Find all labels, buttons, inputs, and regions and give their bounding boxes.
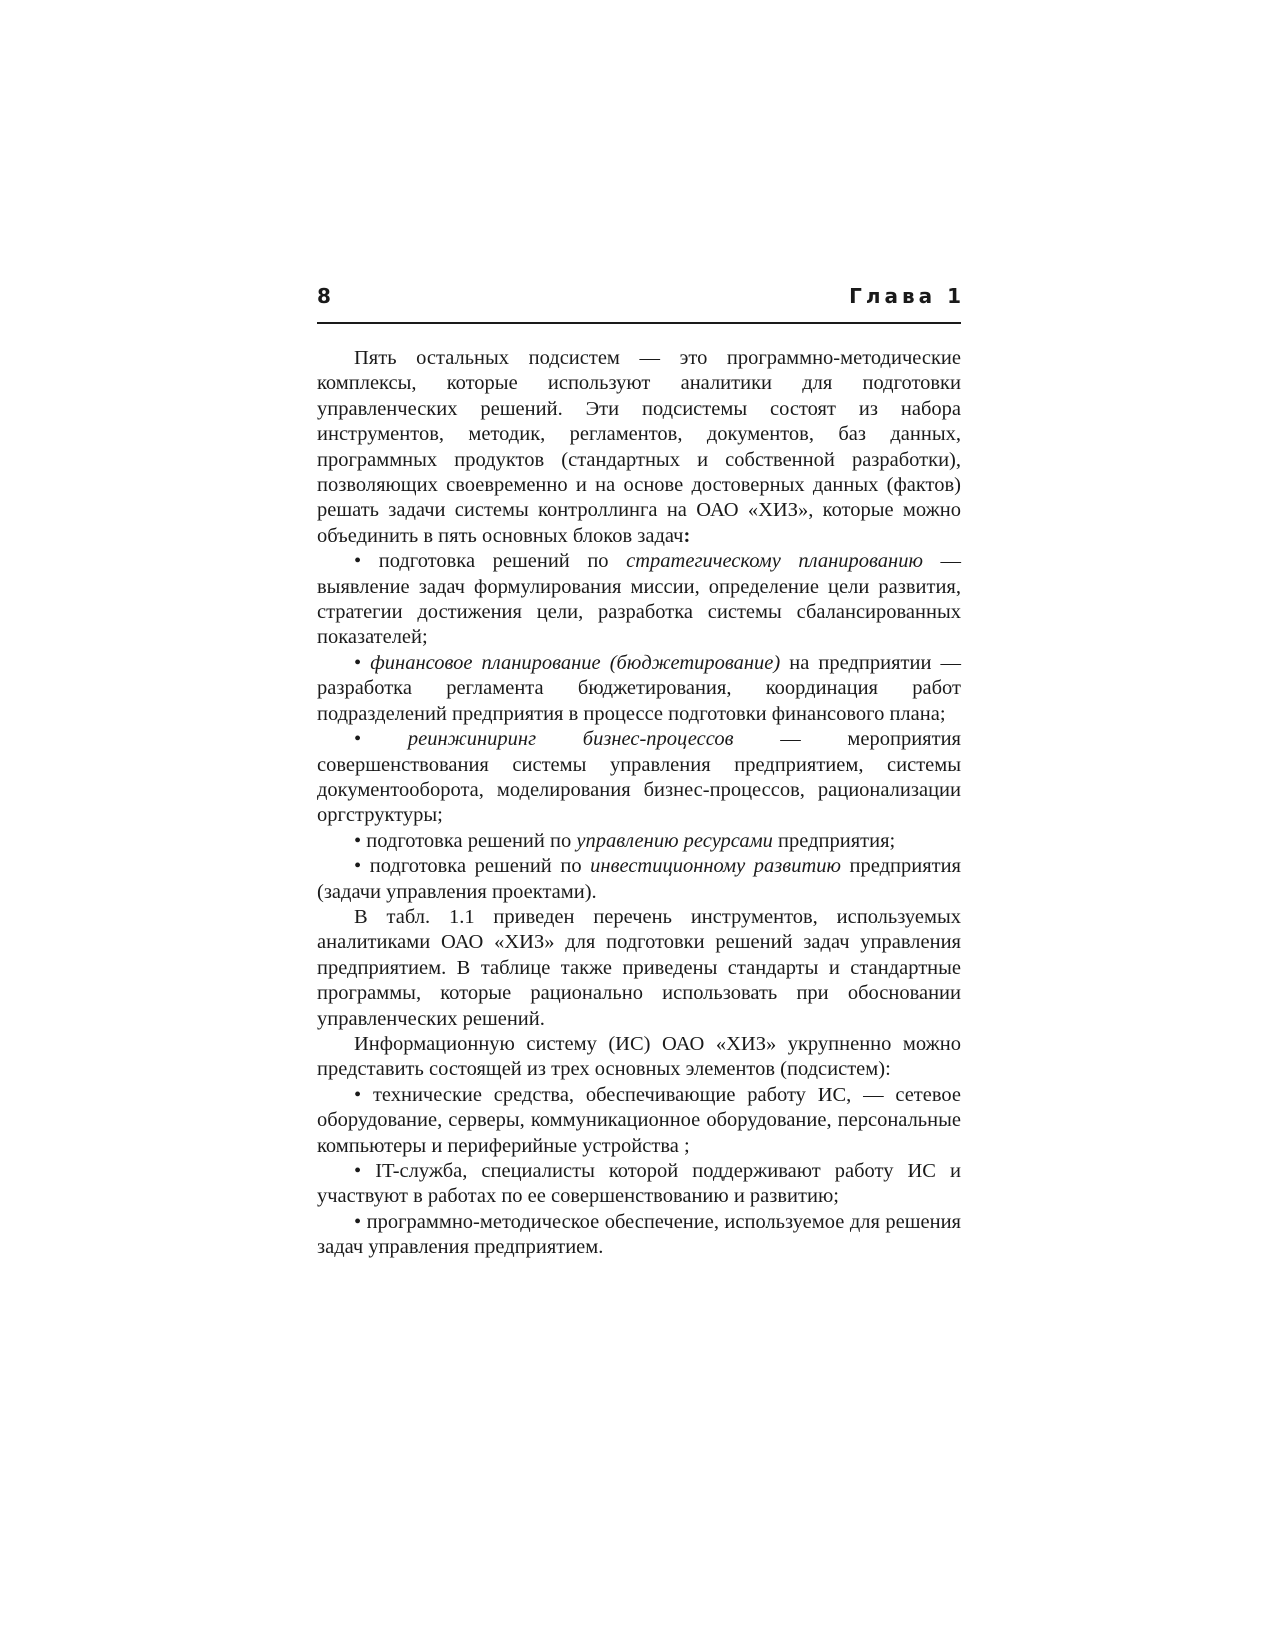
paragraph-intro: Пять остальных подсистем — это программно-методические комплексы, которые используют аналитики для подготовки управленческих решений. Эти подсистемы состоят из набора инструментов, методик, регламентов, документов, баз данных, программных продуктов (стандартных и собственной разработки), позволяющих своевременно и на основе достоверных данных (фактов) решать задачи системы контроллинга на ОАО «ХИЗ», которые можно объединить в пять основных блоков задач: [317, 347, 961, 547]
running-head [317, 284, 965, 308]
bullet-financial-planning: • финансовое планирование (бюджетирование) на предприятии — разработка регламента бюджетирования, координация работ подразделений предприятия в процессе подготовки финансового плана; [317, 651, 961, 725]
bullet-software-methodology: • программно-методическое обеспечение, используемое для решения задач управления предприятием. [317, 1210, 961, 1259]
bullet-it-service: • IT-служба, специалисты которой поддерживают работу ИС и участвуют в работах по ее совершенствованию и развитию; [317, 1160, 961, 1208]
bullet-resource-management: • подготовка решений по управлению ресурсами предприятия; [354, 829, 896, 852]
page-number: 8 [317, 284, 331, 308]
bullet-strategic-planning: • подготовка решений по стратегическому планированию — выявление задач формулирования миссии, определение цели развития, стратегии достижения цели, разработка системы сбалансированных показателей; [317, 550, 962, 649]
bullet-technical-means: • технические средства, обеспечивающие работу ИС, — сетевое оборудование, серверы, коммуникационное оборудование, персональные компьютеры и периферийные устройства ; [317, 1083, 961, 1157]
header-rule [317, 322, 961, 324]
body-text [317, 346, 961, 1261]
chapter-title: Глава 1 [849, 284, 965, 308]
bullet-reengineering: • реинжиниринг бизнес-процессов — мероприятия совершенствования системы управления предприятием, системы документооборота, моделирования бизнес-процессов, рационализации оргструктуры; [317, 728, 961, 827]
book-page [317, 284, 965, 1261]
paragraph-information-system: Информационную систему (ИС) ОАО «ХИЗ» укрупненно можно представить состоящей из трех основных элементов (подсистем): [317, 1032, 961, 1081]
paragraph-table-reference: В табл. 1.1 приведен перечень инструментов, используемых аналитиками ОАО «ХИЗ» для подготовки решений задач управления предприятием. В таблице также приведены стандарты и стандартные программы, которые рационально использовать при обосновании управленческих решений. [317, 905, 961, 1030]
bullet-investment-development: • подготовка решений по инвестиционному развитию предприятия (задачи управления проектами). [317, 855, 961, 903]
